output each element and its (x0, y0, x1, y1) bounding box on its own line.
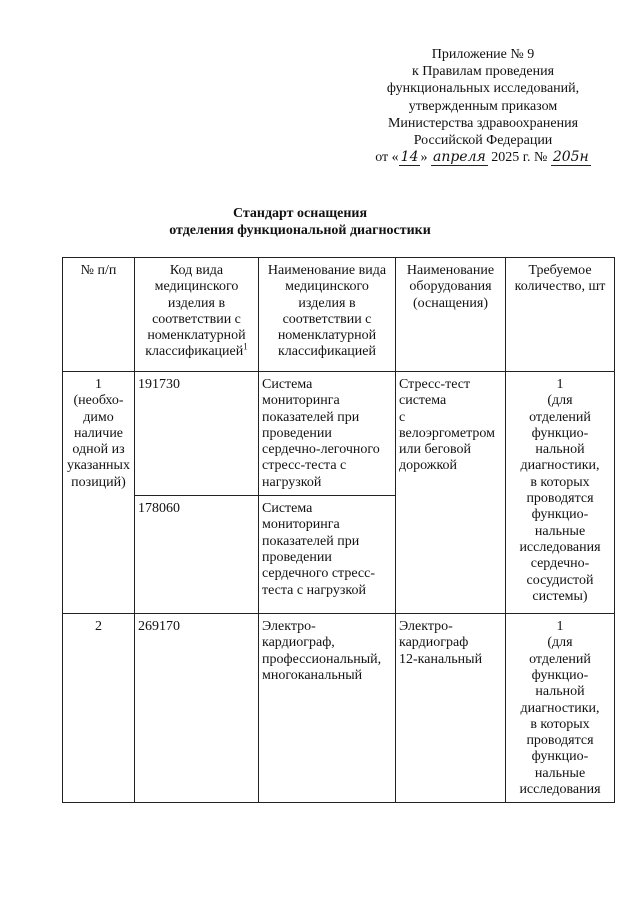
row-1a-code: 191730 (135, 372, 259, 496)
title-line-1: Стандарт оснащения (232, 206, 368, 221)
annex-rules-subject: функциональных исследований, (386, 81, 580, 97)
order-date-line (352, 149, 614, 166)
row-1-equipment: Стресс-тест система с велоэргометром или беговой дорожкой (396, 372, 506, 614)
header-code-text: Код вида медицинского изделия в соответствии с номенклатурной классификацией (145, 263, 246, 360)
equipment-standard-table (62, 257, 615, 803)
table-row (63, 614, 615, 803)
row-2-quantity: 1 (для отделений функцио- нальной диагностики, в которых проводятся функцио- нальные исследования (506, 614, 615, 803)
title-line-2: отделения функциональной диагностики (169, 223, 431, 238)
header-num: № п/п (63, 258, 135, 372)
annex-approved-by: утвержденным приказом (408, 98, 558, 114)
table-row (63, 372, 615, 496)
annex-number: Приложение № 9 (431, 47, 535, 62)
footnote-marker: 1 (243, 341, 248, 352)
header-quantity: Требуемое количество, шт (506, 258, 615, 372)
row-2-equipment: Электро- кардиограф 12-канальный (396, 614, 506, 803)
row-2-code: 269170 (135, 614, 259, 803)
row-1-num: 1 (необхо- димо наличие одной из указанных позиций) (63, 372, 135, 614)
document-title (100, 205, 500, 239)
annex-ministry: Министерства здравоохранения (387, 115, 579, 131)
row-2-num: 2 (63, 614, 135, 803)
date-prefix: от « (375, 150, 399, 166)
annex-header (352, 46, 614, 166)
order-number-handwritten: 205н (552, 149, 589, 166)
header-name: Наименование вида медицинского изделия в соответствии с номенклатурной классификацией (259, 258, 396, 372)
date-year: 2025 г. № (491, 150, 548, 166)
row-1b-code: 178060 (135, 496, 259, 614)
table-header-row (63, 258, 615, 372)
header-equipment: Наименование оборудования (оснащения) (396, 258, 506, 372)
header-code (135, 258, 259, 372)
row-1b-name: Система мониторинга показателей при проведении сердечного стресс- теста с нагрузкой (259, 496, 396, 614)
date-month-handwritten: апреля (432, 149, 486, 166)
annex-federation: Российской Федерации (413, 133, 553, 149)
row-2-name: Электро- кардиограф, профессиональный, многоканальный (259, 614, 396, 803)
annex-rules-ref: к Правилам проведения (411, 64, 555, 80)
row-1a-name: Система мониторинга показателей при проведении сердечно-легочного стресс-теста с нагрузкой (259, 372, 396, 496)
row-1-quantity: 1 (для отделений функцио- нальной диагностики, в которых проводятся функцио- нальные исследования сердечно- сосудистой системы) (506, 372, 615, 614)
date-day-handwritten: 14 (400, 149, 419, 166)
date-separator: » (420, 150, 428, 166)
